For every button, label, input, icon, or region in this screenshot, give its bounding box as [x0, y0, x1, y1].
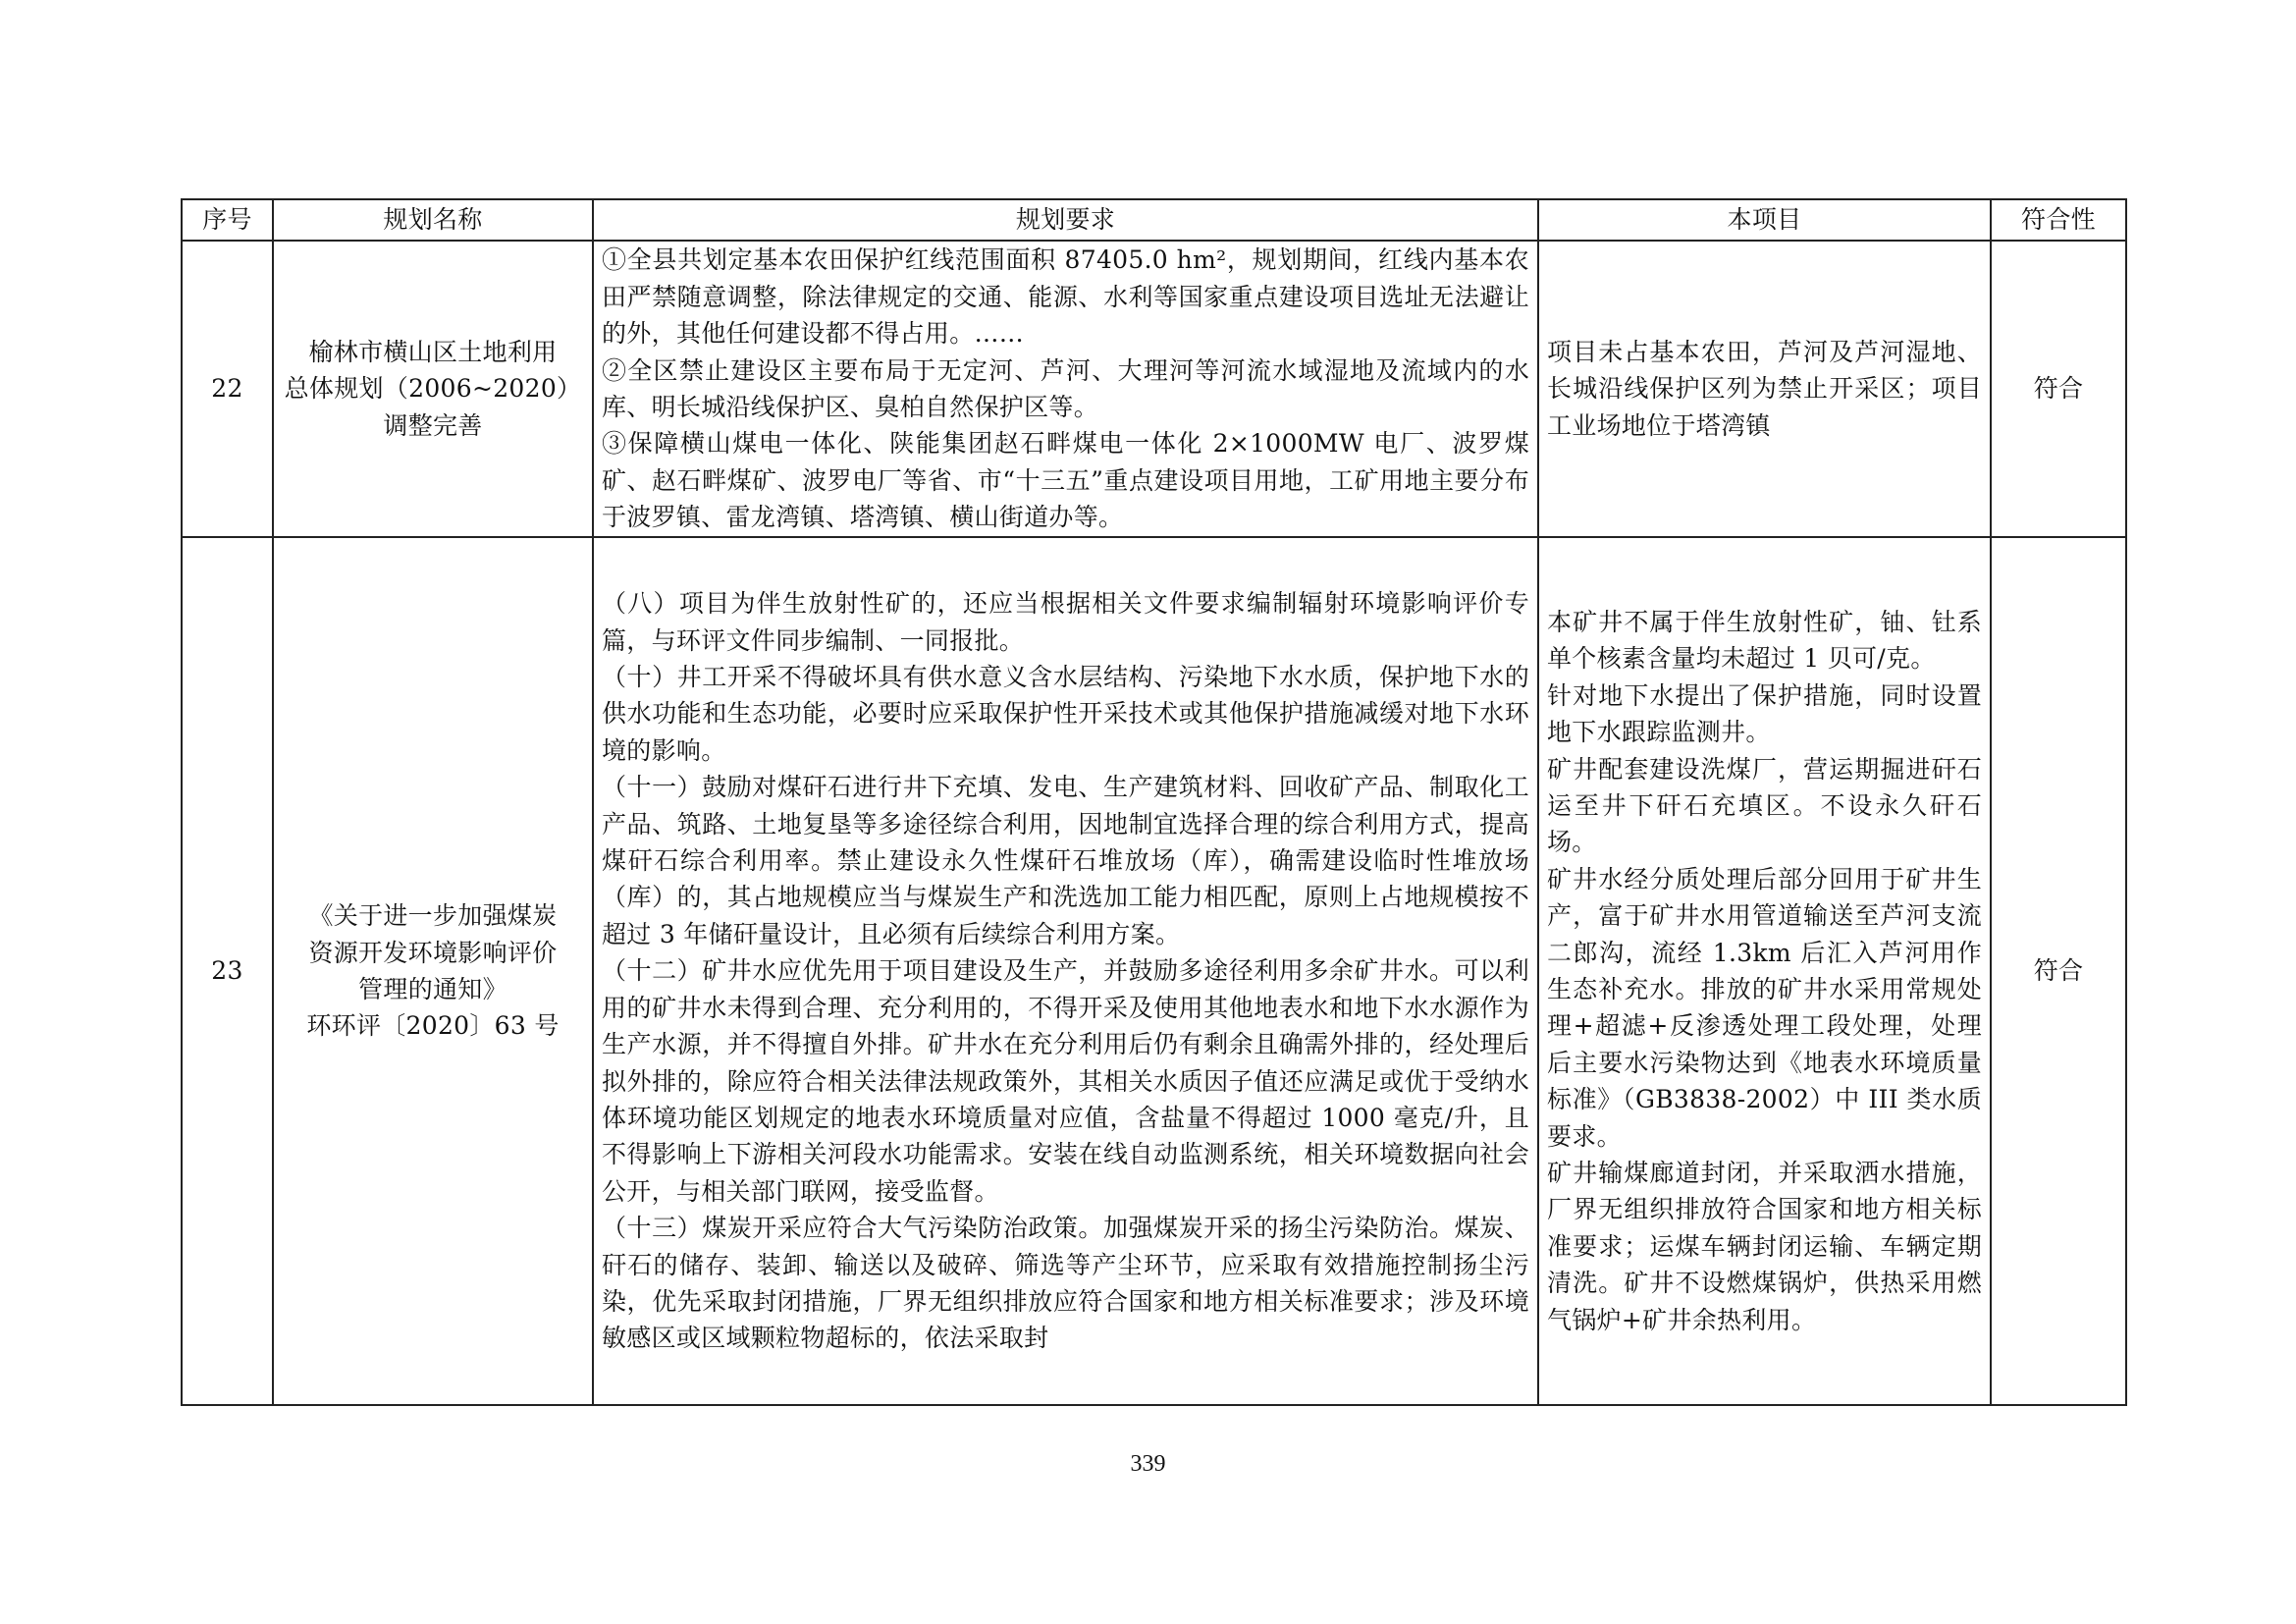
document-table-container	[181, 198, 2125, 1406]
plan-name-line: 总体规划（2006~2020）	[284, 374, 582, 404]
row-serial-number: 23	[182, 537, 273, 1405]
header-plan-name: 规划名称	[273, 199, 593, 241]
requirement-paragraph: （十二）矿井水应优先用于项目建设及生产，并鼓励多途径利用多余矿井水。可以利用的矿井水未得到合理、充分利用的，不得开采及使用其他地表水和地下水水源作为生产水源，并不得擅自外排。矿井水在充分利用后仍有剩余且确需外排的，经处理后拟外排的，除应符合相关法律法规政策外，其相关水质因子值还应满足或优于受纳水体环境功能区划规定的地表水环境质量对应值，含盐量不得超过 1000 毫克/升，且不得影响上下游相关河段水功能需求。安装在线自动监测系统，相关环境数据向社会公开，与相关部门联网，接受监督。	[602, 956, 1529, 1206]
requirement-paragraph: （八）项目为伴生放射性矿的，还应当根据相关文件要求编制辐射环境影响评价专篇，与环评文件同步编制、一同报批。	[602, 589, 1529, 655]
requirement-paragraph: ②全区禁止建设区主要布局于无定河、芦河、大理河等河流水域湿地及流域内的水库、明长城沿线保护区、臭柏自然保护区等。	[602, 355, 1529, 421]
page-number: 339	[1130, 1451, 1166, 1477]
requirement-paragraph: ③保障横山煤电一体化、陕能集团赵石畔煤电一体化 2×1000MW 电厂、波罗煤矿、赵石畔煤矿、波罗电厂等省、市“十三五”重点建设项目用地，工矿用地主要分布于波罗镇、雷龙湾镇、塔湾镇、横山街道办等。	[602, 429, 1529, 532]
row-compliance-status: 符合	[1991, 241, 2126, 537]
row-plan-name	[273, 537, 593, 1405]
table-row	[182, 537, 2126, 1405]
project-paragraph: 矿井输煤廊道封闭，并采取洒水措施，厂界无组织排放符合国家和地方相关标准要求；运煤车辆封闭运输、车辆定期清洗。矿井不设燃煤锅炉，供热采用燃气锅炉+矿井余热利用。	[1547, 1159, 1982, 1334]
plan-name-line: 榆林市横山区土地利用	[308, 337, 558, 366]
plan-name-line: 《关于进一步加强煤炭	[308, 901, 558, 931]
row-project-description	[1538, 241, 1991, 537]
project-paragraph: 矿井配套建设洗煤厂，营运期掘进矸石运至井下矸石充填区。不设永久矸石场。	[1547, 754, 1982, 857]
header-compliance: 符合性	[1991, 199, 2126, 241]
plan-name-line: 调整完善	[383, 410, 483, 440]
plan-name-line: 资源开发环境影响评价	[308, 938, 558, 967]
row-serial-number: 22	[182, 241, 273, 537]
planning-compliance-table	[181, 198, 2127, 1406]
project-paragraph: 矿井水经分质处理后部分回用于矿井生产，富于矿井水用管道输送至芦河支流二郎沟，流经 1.3km 后汇入芦河用作生态补充水。排放的矿井水采用常规处理+超滤+反渗透处理工段处理，处理后主要水污染物达到《地表水环境质量标准》（GB3838-2002）中 III 类水质要求。	[1547, 864, 1982, 1151]
requirement-paragraph: ①全县共划定基本农田保护红线范围面积 87405.0 hm²，规划期间，红线内基本农田严禁随意调整，除法律规定的交通、能源、水利等国家重点建设项目选址无法避让的外，其他任何建设都不得占用。……	[602, 245, 1529, 349]
row-plan-requirements	[593, 537, 1538, 1405]
row-plan-requirements	[593, 241, 1538, 537]
header-this-project: 本项目	[1538, 199, 1991, 241]
requirement-paragraph: （十）井工开采不得破坏具有供水意义含水层结构、污染地下水水质，保护地下水的供水功能和生态功能，必要时应采取保护性开采技术或其他保护措施减缓对地下水环境的影响。	[602, 663, 1529, 765]
header-serial-number: 序号	[182, 199, 273, 241]
table-row	[182, 241, 2126, 537]
plan-name-line: 管理的通知》	[358, 975, 507, 1003]
header-plan-requirements: 规划要求	[593, 199, 1538, 241]
project-paragraph: 项目未占基本农田，芦河及芦河湿地、长城沿线保护区列为禁止开采区；项目工业场地位于塔湾镇	[1547, 337, 1982, 440]
plan-name-line: 环环评〔2020〕63 号	[306, 1011, 560, 1041]
requirement-paragraph: （十一）鼓励对煤矸石进行井下充填、发电、生产建筑材料、回收矿产品、制取化工产品、筑路、土地复垦等多途径综合利用，因地制宜选择合理的综合利用方式，提高煤矸石综合利用率。禁止建设永久性煤矸石堆放场（库），确需建设临时性堆放场（库）的，其占地规模应当与煤炭生产和洗选加工能力相匹配，原则上占地规模按不超过 3 年储矸量设计，且必须有后续综合利用方案。	[602, 773, 1529, 948]
requirement-paragraph: （十三）煤炭开采应符合大气污染防治政策。加强煤炭开采的扬尘污染防治。煤炭、矸石的储存、装卸、输送以及破碎、筛选等产尘环节，应采取有效措施控制扬尘污染，优先采取封闭措施，厂界无组织排放应符合国家和地方相关标准要求；涉及环境敏感区或区域颗粒物超标的，依法采取封	[602, 1214, 1529, 1353]
project-paragraph: 针对地下水提出了保护措施，同时设置地下水跟踪监测井。	[1547, 680, 1982, 747]
project-paragraph: 本矿井不属于伴生放射性矿，铀、钍系单个核素含量均未超过 1 贝可/克。	[1547, 607, 1982, 674]
table-header-row	[182, 199, 2126, 241]
row-plan-name	[273, 241, 593, 537]
row-compliance-status: 符合	[1991, 537, 2126, 1405]
row-project-description	[1538, 537, 1991, 1405]
